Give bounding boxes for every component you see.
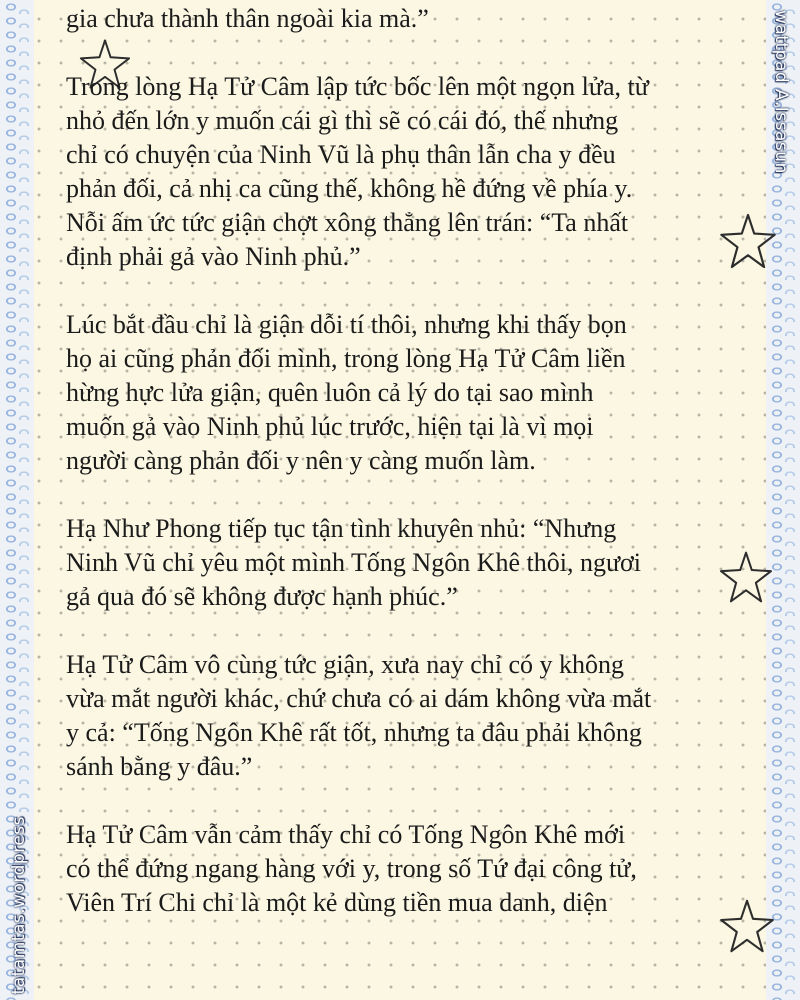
text-line: người càng phản đối y nên y càng muốn làm. [66,446,536,475]
story-text [66,2,756,954]
text-line: Lúc bắt đầu chỉ là giận dỗi tí thôi, nhưng khi thấy bọn [66,310,627,339]
text-line: Ninh Vũ chỉ yêu một mình Tống Ngôn Khê thôi, ngươi [66,548,642,577]
text-line: định phải gả vào Ninh phủ.” [66,242,361,271]
text-line: Hạ Tử Câm vô cùng tức giận, xưa nay chỉ có y không [66,650,625,679]
text-line: Trong lòng Hạ Tử Câm lập tức bốc lên một ngọn lửa, từ [66,72,649,101]
paragraph [66,308,756,478]
text-line: sánh bằng y đâu.” [66,752,253,781]
text-line: Viên Trí Chi chỉ là một kẻ dùng tiền mua danh, diện [66,888,608,917]
text-line: gia chưa thành thân ngoài kia mà.” [66,4,429,33]
text-line: Hạ Như Phong tiếp tục tận tình khuyên nhủ: “Nhưng [66,514,617,543]
text-line: vừa mắt người khác, chứ chưa có ai dám không vừa mắt [66,684,652,713]
paragraph [66,648,756,784]
watermark-right: wattpad A.Issasun [771,10,791,174]
text-line: hừng hực lửa giận, quên luôn cả lý do tại sao mình [66,378,594,407]
text-line: có thể đứng ngang hàng với y, trong số Tứ đại công tử, [66,854,637,883]
text-line: phản đối, cả nhị ca cũng thế, không hề đứng về phía y. [66,174,633,203]
text-line: chỉ có chuyện của Ninh Vũ là phụ thân lẫn cha y đều [66,140,616,169]
paragraph [66,818,756,920]
paragraph [66,70,756,274]
text-line: họ ai cũng phản đối mình, trong lòng Hạ Tử Câm liền [66,344,626,373]
text-line: muốn gả vào Ninh phủ lúc trước, hiện tại là vì mọi [66,412,594,441]
paragraph [66,512,756,614]
text-line: nhỏ đến lớn y muốn cái gì thì sẽ có cái đó, thế nhưng [66,106,619,135]
paragraph [66,2,756,36]
text-line: Nỗi ấm ức tức giận chợt xông thẳng lên trán: “Ta nhất [66,208,629,237]
watermark-left: tatamtas.wordpress [9,815,29,994]
text-line: gả qua đó sẽ không được hạnh phúc.” [66,582,458,611]
text-line: Hạ Tử Câm vẫn cảm thấy chỉ có Tống Ngôn Khê mới [66,820,626,849]
text-line: y cả: “Tống Ngôn Khê rất tốt, nhưng ta đâu phải không [66,718,642,747]
